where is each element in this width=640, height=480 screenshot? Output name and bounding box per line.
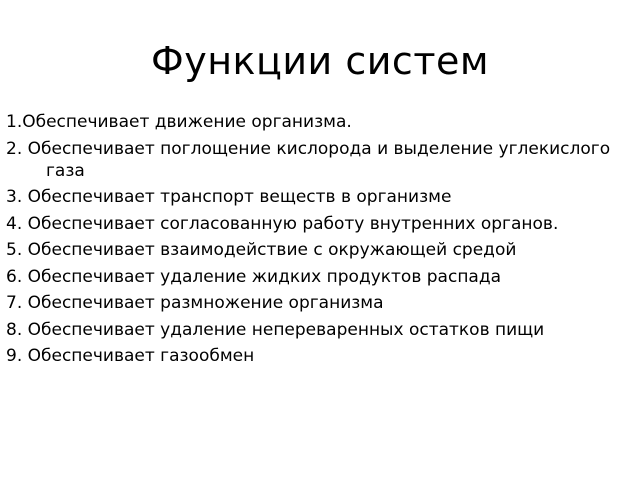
list-item: 1.Обеспечивает движение организма. [6,112,352,132]
list-item: 2. Обеспечивает поглощение кислорода и выделение углекислого газа [6,138,611,181]
list-item: 6. Обеспечивает удаление жидких продуктов распада [6,266,502,287]
list-item: 5. Обеспечивает взаимодействие с окружающей средой [6,240,517,260]
list-item: 8. Обеспечивает удаление непереваренных остатков пищи [6,319,545,340]
list-item: 9. Обеспечивает газообмен [6,346,255,366]
list-item: 3. Обеспечивает транспорт веществ в организме [6,187,452,207]
list-item: 7. Обеспечивает размножение организма [6,293,384,313]
slide-title: Функции систем [151,39,489,83]
list-item: 4. Обеспечивает согласованную работу внутренних органов. [6,213,559,234]
functions-list [6,111,632,372]
